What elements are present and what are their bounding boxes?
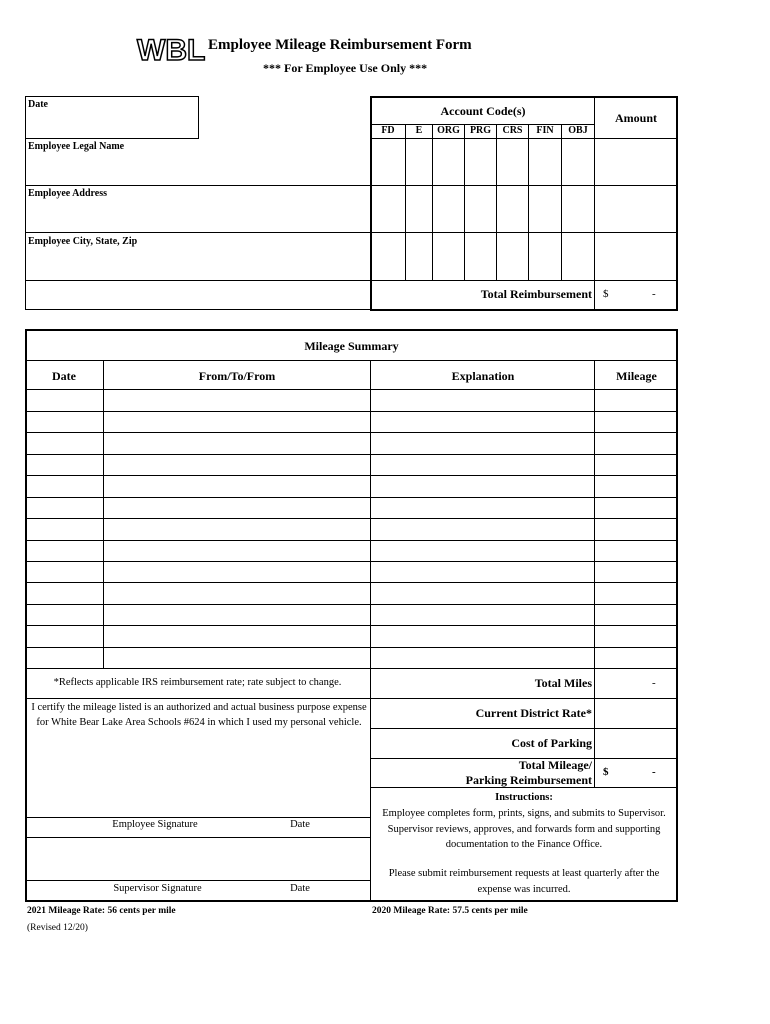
total-parking-value: - bbox=[652, 766, 656, 778]
instructions-title: Instructions: bbox=[495, 792, 553, 803]
col-fd: FD bbox=[381, 125, 395, 136]
rate-2021: 2021 Mileage Rate: 56 cents per mile bbox=[27, 906, 176, 916]
date-label: Date bbox=[28, 99, 48, 110]
col-org: ORG bbox=[437, 125, 460, 136]
district-rate-label: Current District Rate* bbox=[475, 706, 592, 720]
mileage-col-mileage: Mileage bbox=[616, 369, 657, 383]
wbl-logo bbox=[135, 30, 206, 72]
total-parking-label-1: Total Mileage/ bbox=[518, 758, 592, 772]
col-prg: PRG bbox=[469, 125, 492, 136]
legal-name-label: Employee Legal Name bbox=[28, 141, 125, 152]
employee-date-label: Date bbox=[290, 819, 310, 830]
form-subtitle: *** For Employee Use Only *** bbox=[263, 61, 428, 75]
supervisor-signature-field[interactable] bbox=[26, 839, 369, 879]
total-parking-currency: $ bbox=[603, 766, 609, 778]
rate-note: *Reflects applicable IRS reimbursement rate; rate subject to change. bbox=[53, 677, 342, 688]
total-reimbursement-currency: $ bbox=[603, 288, 609, 300]
legal-name-field[interactable] bbox=[26, 154, 370, 184]
total-parking-label-2: Parking Reimbursement bbox=[465, 773, 592, 787]
form-title: Employee Mileage Reimbursement Form bbox=[208, 37, 472, 53]
mileage-col-date: Date bbox=[52, 369, 76, 383]
instructions-text: Employee completes form, prints, signs, and submits to Supervisor. Supervisor reviews, approves, and forwards form and supporting documentation to the Finance Office. bbox=[382, 808, 666, 850]
supervisor-date-label: Date bbox=[290, 883, 310, 894]
city-state-zip-field[interactable] bbox=[26, 249, 370, 279]
col-crs: CRS bbox=[502, 125, 523, 136]
revised-date: (Revised 12/20) bbox=[27, 923, 88, 933]
certification-text: I certify the mileage listed is an authorized and actual business purpose expense for White Bear Lake Area Schools #624 in which I used my personal vehicle. bbox=[31, 702, 367, 728]
mileage-col-explanation: Explanation bbox=[451, 369, 515, 383]
logo-text: WBL bbox=[137, 34, 206, 67]
mileage-summary-title: Mileage Summary bbox=[304, 339, 399, 353]
col-obj: OBJ bbox=[568, 125, 588, 136]
address-label: Employee Address bbox=[28, 188, 107, 199]
mileage-col-from-to: From/To/From bbox=[198, 369, 276, 383]
parking-cost-field[interactable] bbox=[596, 730, 676, 757]
district-rate-field[interactable] bbox=[596, 700, 676, 727]
total-reimbursement-value: - bbox=[652, 288, 656, 300]
instructions-quarterly: Please submit reimbursement requests at least quarterly after the expense was incurred. bbox=[388, 868, 660, 895]
rate-2020: 2020 Mileage Rate: 57.5 cents per mile bbox=[372, 906, 528, 916]
mileage-entry-rows[interactable] bbox=[26, 390, 677, 667]
city-state-zip-label: Employee City, State, Zip bbox=[28, 236, 138, 247]
total-miles-label: Total Miles bbox=[534, 676, 592, 690]
employee-signature-field[interactable] bbox=[26, 760, 369, 816]
employee-signature-label: Employee Signature bbox=[112, 819, 198, 830]
supervisor-signature-label: Supervisor Signature bbox=[113, 883, 202, 894]
amount-header: Amount bbox=[614, 111, 657, 125]
parking-cost-label: Cost of Parking bbox=[511, 736, 592, 750]
total-reimbursement-label: Total Reimbursement bbox=[480, 287, 592, 301]
col-fin: FIN bbox=[536, 125, 554, 136]
date-field[interactable] bbox=[25, 96, 199, 139]
account-code-header: Account Code(s) bbox=[440, 104, 526, 118]
total-miles-value: - bbox=[652, 677, 656, 689]
address-field[interactable] bbox=[26, 201, 370, 231]
col-e: E bbox=[415, 125, 423, 136]
